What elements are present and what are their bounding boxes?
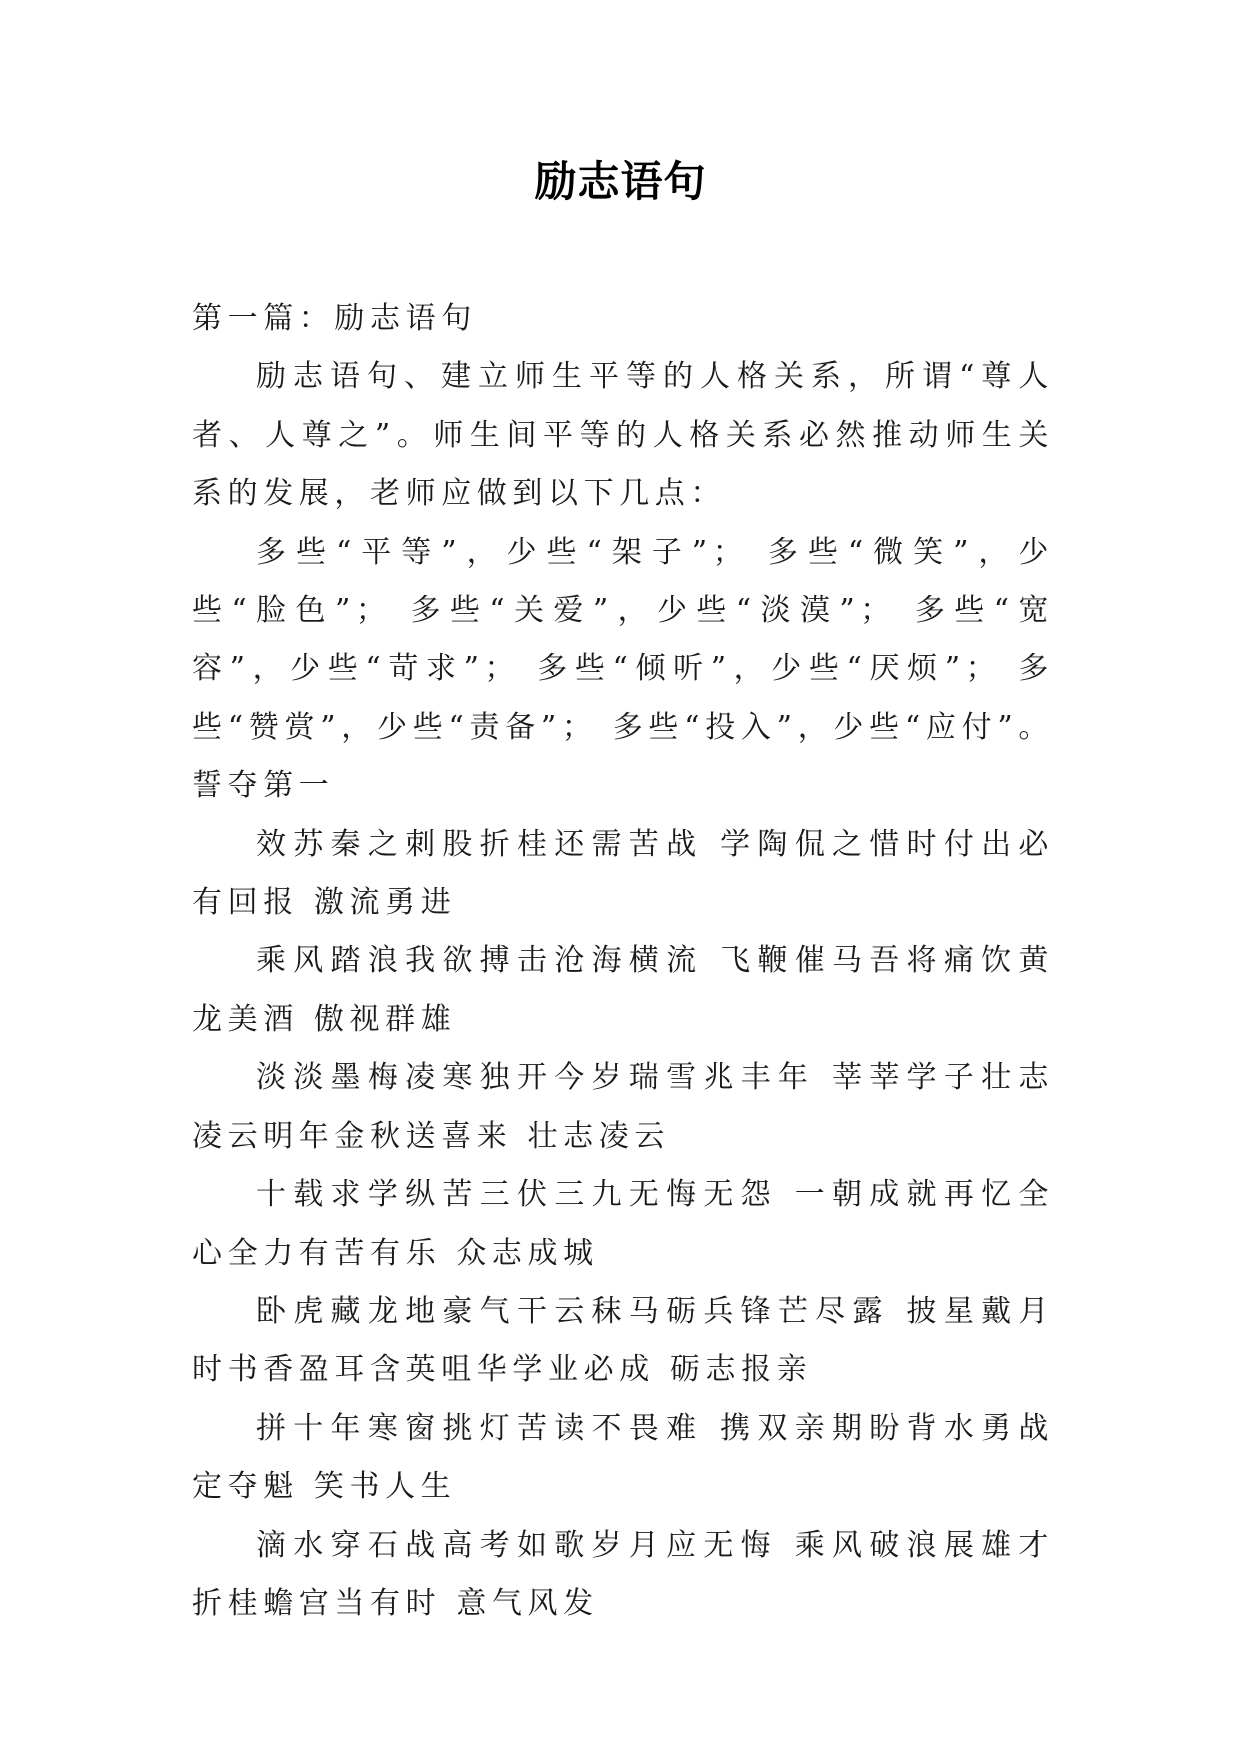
paragraph: 十载求学纵苦三伏三九无悔无怨 一朝成就再忆全心全力有苦有乐 众志成城 <box>192 1177 1054 1271</box>
paragraph: 多些“平等”，少些“架子”； 多些“微笑”，少些“脸色”； 多些“关爱”，少些“淡漠”； 多些“宽容”，少些“苛求”； 多些“倾听”，少些“厌烦”； 多些“赞赏”，少些“责备”； 多些“投入”，少些“应付”。誓夺第一 <box>192 534 1054 804</box>
paragraph: 乘风踏浪我欲搏击沧海横流 飞鞭催马吾将痛饮黄龙美酒 傲视群雄 <box>192 943 1054 1037</box>
section-heading: 第一篇：励志语句 <box>192 301 477 336</box>
document-body <box>192 290 1054 1633</box>
document-title: 励志语句 <box>534 157 707 206</box>
paragraph: 淡淡墨梅凌寒独开今岁瑞雪兆丰年 莘莘学子壮志凌云明年金秋送喜来 壮志凌云 <box>192 1060 1054 1154</box>
paragraph: 滴水穿石战高考如歌岁月应无悔 乘风破浪展雄才折桂蟾宫当有时 意气风发 <box>192 1527 1054 1621</box>
paragraph: 效苏秦之刺股折桂还需苦战 学陶侃之惜时付出必有回报 激流勇进 <box>192 826 1054 921</box>
paragraph: 卧虎藏龙地豪气干云秣马砺兵锋芒尽露 披星戴月时书香盈耳含英咀华学业必成 砺志报亲 <box>192 1293 1054 1388</box>
paragraph: 拼十年寒窗挑灯苦读不畏难 携双亲期盼背水勇战定夺魁 笑书人生 <box>192 1410 1054 1505</box>
paragraph: 励志语句、建立师生平等的人格关系，所谓“尊人者、人尊之”。师生间平等的人格关系必然推动师生关系的发展，老师应做到以下几点： <box>192 359 1054 512</box>
